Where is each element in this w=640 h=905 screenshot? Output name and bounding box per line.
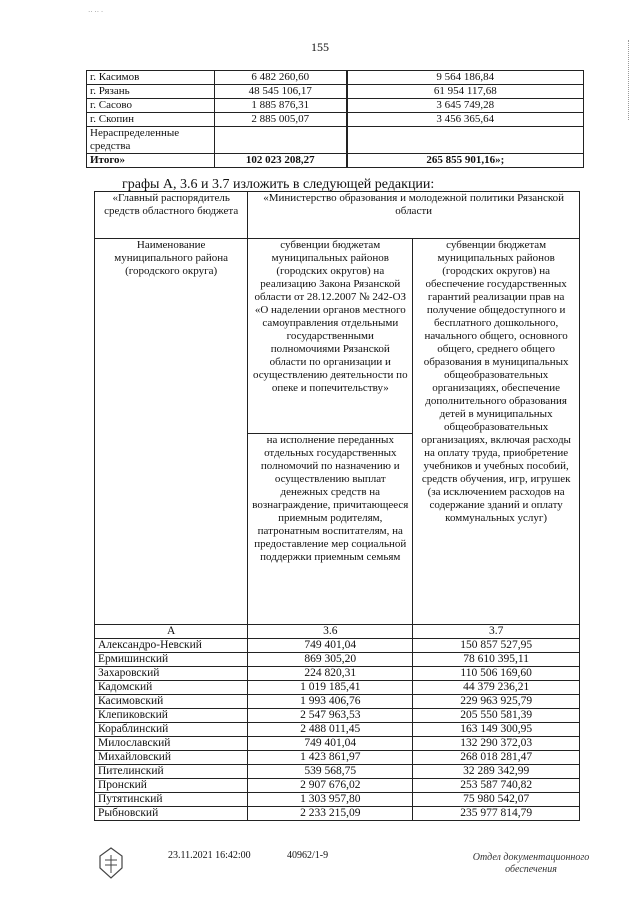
district-row: [95, 765, 580, 779]
margin-scan-mark: ·· ·· ·: [88, 8, 104, 16]
value-3-6: 1 423 861,97: [248, 751, 413, 765]
district-name: Ермишинский: [95, 653, 248, 667]
edit-instruction: графы А, 3.6 и 3.7 изложить в следующей редакции:: [122, 177, 435, 192]
district-name: Клепиковский: [95, 709, 248, 723]
district-row: [95, 681, 580, 695]
value-3-7: 75 980 542,07: [413, 793, 580, 807]
value-3-7: 44 379 236,21: [413, 681, 580, 695]
district-row: [95, 779, 580, 793]
value-3-6: 869 305,20: [248, 653, 413, 667]
district-row: [95, 723, 580, 737]
value-3-6: 1 993 406,76: [248, 695, 413, 709]
header-right-cell: «Министерство образования и молодежной политики Рязанской области: [248, 192, 580, 239]
top-row-name: г. Сасово: [87, 99, 215, 113]
top-table-row: [87, 154, 584, 168]
district-row: [95, 639, 580, 653]
top-row-value-1: [214, 127, 346, 154]
district-name: Михайловский: [95, 751, 248, 765]
value-3-7: 110 506 169,60: [413, 667, 580, 681]
value-3-7: 205 550 581,39: [413, 709, 580, 723]
district-row: [95, 807, 580, 821]
value-3-7: 235 977 814,79: [413, 807, 580, 821]
top-row-value-1: 102 023 208,27: [214, 154, 346, 168]
district-row: [95, 793, 580, 807]
value-3-6: 1 303 957,80: [248, 793, 413, 807]
top-row-value-1: 48 545 106,17: [214, 85, 346, 99]
district-name: Пронский: [95, 779, 248, 793]
value-3-7: 150 857 527,95: [413, 639, 580, 653]
top-table-row: [87, 99, 584, 113]
top-row-value-2: 265 855 901,16»;: [347, 154, 583, 168]
office-stamp: Отдел документационного обеспечения: [472, 852, 590, 875]
header-left-cell: «Главный распорядитель средств областного бюджета: [95, 192, 248, 239]
district-name: Касимовский: [95, 695, 248, 709]
col36-top-cell: субвенции бюджетам муниципальных районов (городских округов) на реализацию Закона Рязанской области от 28.12.2007 № 242-ОЗ «О наделении органов местного самоуправления отдельными государственными полномочиями Рязанской области по организации и осуществлению деятельности по опеке и попечительству»: [248, 239, 413, 434]
district-row: [95, 751, 580, 765]
district-row: [95, 695, 580, 709]
top-row-value-1: 2 885 005,07: [214, 113, 346, 127]
margin-scan-mark-right: [628, 40, 637, 120]
footer-timestamp: 23.11.2021 16:42:00: [168, 850, 251, 861]
top-row-value-2: 61 954 117,68: [347, 85, 583, 99]
description-row-top: [95, 239, 580, 434]
index-36: 3.6: [248, 625, 413, 639]
value-3-6: 749 401,04: [248, 639, 413, 653]
district-name: Кадомский: [95, 681, 248, 695]
index-a: А: [95, 625, 248, 639]
value-3-7: 32 289 342,99: [413, 765, 580, 779]
top-row-name: Итого»: [87, 154, 215, 168]
district-row: [95, 709, 580, 723]
top-row-value-1: 1 885 876,31: [214, 99, 346, 113]
page-number: 155: [311, 40, 329, 54]
district-name: Милославский: [95, 737, 248, 751]
top-row-name: г. Скопин: [87, 113, 215, 127]
district-row: [95, 667, 580, 681]
value-3-7: 132 290 372,03: [413, 737, 580, 751]
value-3-6: 2 547 963,53: [248, 709, 413, 723]
top-row-value-2: 3 456 365,64: [347, 113, 583, 127]
district-name: Александро-Невский: [95, 639, 248, 653]
value-3-6: 749 401,04: [248, 737, 413, 751]
district-name: Кораблинский: [95, 723, 248, 737]
emblem-icon: [96, 846, 126, 880]
district-row: [95, 653, 580, 667]
top-row-name: Нераспределенные средства: [87, 127, 215, 154]
top-row-value-2: 9 564 186,84: [347, 71, 583, 85]
value-3-6: 1 019 185,41: [248, 681, 413, 695]
value-3-7: 163 149 300,95: [413, 723, 580, 737]
value-3-6: 2 233 215,09: [248, 807, 413, 821]
name-header-cell: Наименование муниципального района (городского округа): [95, 239, 248, 625]
footer-doc-number: 40962/1-9: [287, 850, 329, 861]
value-3-6: 2 907 676,02: [248, 779, 413, 793]
value-3-6: 539 568,75: [248, 765, 413, 779]
district-name: Пителинский: [95, 765, 248, 779]
value-3-7: 229 963 925,79: [413, 695, 580, 709]
header-row: [95, 192, 580, 239]
district-name: Захаровский: [95, 667, 248, 681]
top-table-row: [87, 113, 584, 127]
district-name: Рыбновский: [95, 807, 248, 821]
top-row-value-1: 6 482 260,60: [214, 71, 346, 85]
value-3-6: 224 820,31: [248, 667, 413, 681]
index-row: [95, 625, 580, 639]
main-table: [94, 191, 580, 821]
top-table-row: [87, 71, 584, 85]
district-name: Путятинский: [95, 793, 248, 807]
top-table-row: [87, 85, 584, 99]
col36-bottom-cell: на исполнение переданных отдельных государственных полномочий по назначению и осуществлению выплат денежных средств на вознаграждение, причитающееся приемным родителям, патронатным воспитателям, на предоставление мер социальной поддержки приемным семьям: [248, 434, 413, 625]
value-3-7: 78 610 395,11: [413, 653, 580, 667]
value-3-7: 268 018 281,47: [413, 751, 580, 765]
top-table-row: [87, 127, 584, 154]
value-3-7: 253 587 740,82: [413, 779, 580, 793]
top-row-name: г. Рязань: [87, 85, 215, 99]
top-table: [86, 70, 584, 168]
top-row-value-2: [347, 127, 583, 154]
top-row-name: г. Касимов: [87, 71, 215, 85]
district-row: [95, 737, 580, 751]
value-3-6: 2 488 011,45: [248, 723, 413, 737]
index-37: 3.7: [413, 625, 580, 639]
top-row-value-2: 3 645 749,28: [347, 99, 583, 113]
col37-cell: субвенции бюджетам муниципальных районов (городских округов) на обеспечение государственных гарантий реализации прав на получение общедоступного и бесплатного дошкольного, начального общего, основного общего, среднего общего образования в муниципальных общеобразовательных организациях, обеспечение дополнительного образования детей в муниципальных общеобразовательных организациях, включая расходы на оплату труда, приобретение учебников и учебных пособий, средств обучения, игр, игрушек (за исключением расходов на содержание зданий и оплату коммунальных услуг): [413, 239, 580, 625]
